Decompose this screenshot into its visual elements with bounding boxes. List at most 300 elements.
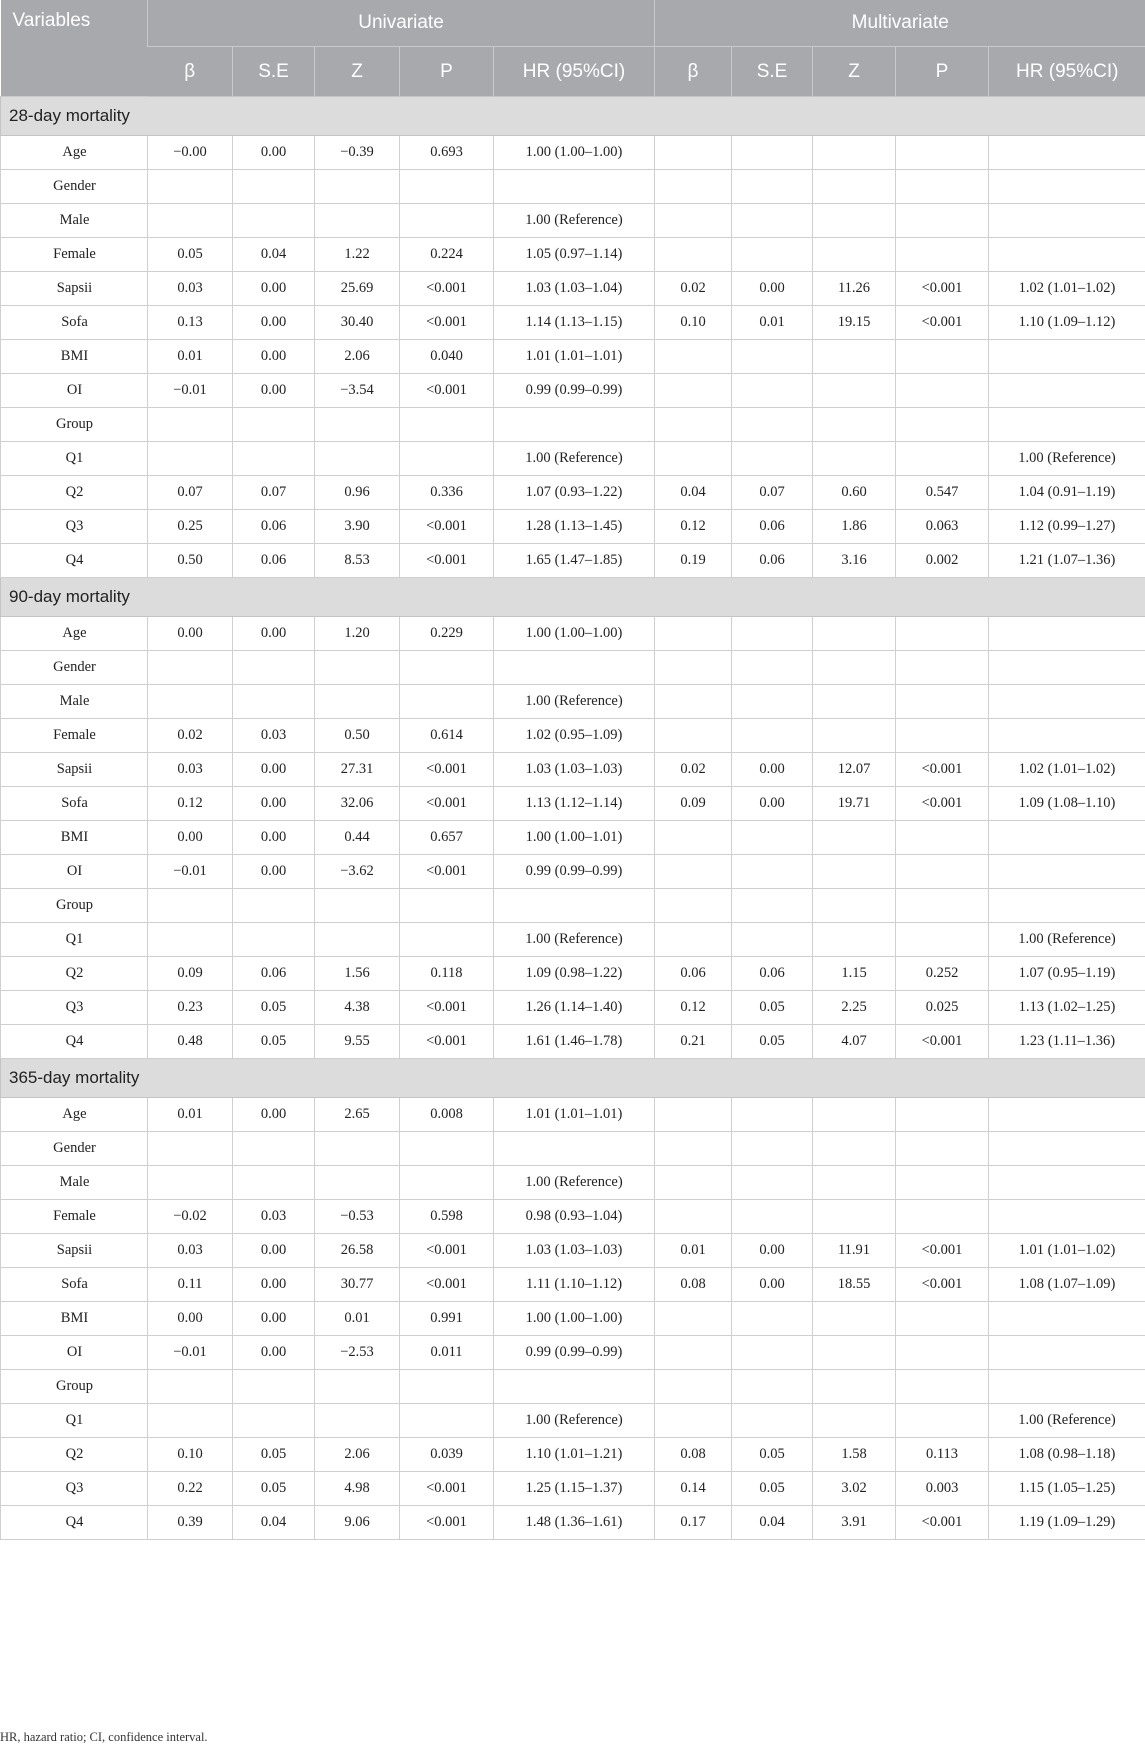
table-cell: 1.26 (1.14–1.40) <box>494 991 655 1025</box>
table-cell: −0.01 <box>148 374 233 408</box>
variable-label <box>1 1302 148 1336</box>
table-cell: −0.39 <box>315 136 400 170</box>
table-row <box>1 1438 1145 1472</box>
table-cell: <0.001 <box>896 1268 989 1302</box>
table-row <box>1 1200 1145 1234</box>
table-cell: 19.71 <box>813 787 896 821</box>
table-cell: 1.48 (1.36–1.61) <box>494 1506 655 1540</box>
table-cell <box>813 1098 896 1132</box>
table-cell: 0.229 <box>400 617 494 651</box>
variable-label-text: OI <box>1 1344 148 1361</box>
table-cell: 0.003 <box>896 1472 989 1506</box>
uni-z-header: Z <box>315 47 400 97</box>
uni-beta-header: β <box>148 47 233 97</box>
table-cell: −3.62 <box>315 855 400 889</box>
table-cell <box>732 685 813 719</box>
table-cell: 0.05 <box>732 1438 813 1472</box>
table-body <box>1 97 1145 1540</box>
table-cell: <0.001 <box>400 991 494 1025</box>
table-cell <box>813 374 896 408</box>
table-cell: 1.00 (1.00–1.00) <box>494 136 655 170</box>
table-cell: 0.00 <box>732 787 813 821</box>
table-cell <box>148 1404 233 1438</box>
table-cell <box>989 408 1145 442</box>
table-cell <box>148 685 233 719</box>
table-cell <box>732 340 813 374</box>
table-cell: 0.01 <box>148 340 233 374</box>
table-cell <box>732 1132 813 1166</box>
table-cell: 0.05 <box>732 1472 813 1506</box>
table-cell <box>732 1166 813 1200</box>
table-cell <box>494 170 655 204</box>
table-cell: 0.48 <box>148 1025 233 1059</box>
table-cell: 1.15 <box>813 957 896 991</box>
table-cell <box>732 1302 813 1336</box>
table-row <box>1 340 1145 374</box>
table-cell <box>989 1370 1145 1404</box>
table-cell <box>813 719 896 753</box>
table-cell: 0.05 <box>233 991 315 1025</box>
table-cell <box>233 408 315 442</box>
table-cell: 8.53 <box>315 544 400 578</box>
table-cell: 0.00 <box>732 1234 813 1268</box>
variable-label-text: Q3 <box>1 1480 148 1497</box>
table-row <box>1 753 1145 787</box>
table-cell: 30.40 <box>315 306 400 340</box>
variable-label-text: Sofa <box>1 795 148 812</box>
table-cell: 1.86 <box>813 510 896 544</box>
table-cell: <0.001 <box>400 787 494 821</box>
table-cell: 1.20 <box>315 617 400 651</box>
table-cell: 0.50 <box>148 544 233 578</box>
table-cell: 9.55 <box>315 1025 400 1059</box>
table-cell: 0.21 <box>655 1025 732 1059</box>
table-cell <box>655 923 732 957</box>
table-cell: 1.15 (1.05–1.25) <box>989 1472 1145 1506</box>
table-cell <box>233 1370 315 1404</box>
table-cell: 1.00 (Reference) <box>989 923 1145 957</box>
section-row <box>1 97 1145 136</box>
variable-label <box>1 787 148 821</box>
table-cell <box>813 1166 896 1200</box>
table-cell: 0.06 <box>732 544 813 578</box>
table-cell: 0.02 <box>655 753 732 787</box>
variable-label-text: Gender <box>1 659 148 676</box>
table-cell: 26.58 <box>315 1234 400 1268</box>
table-cell <box>732 1200 813 1234</box>
table-cell <box>655 1404 732 1438</box>
table-cell: 0.03 <box>148 753 233 787</box>
table-row <box>1 1025 1145 1059</box>
table-cell <box>732 719 813 753</box>
table-cell <box>148 923 233 957</box>
table-cell: 0.22 <box>148 1472 233 1506</box>
variable-label <box>1 1200 148 1234</box>
table-cell <box>233 204 315 238</box>
table-row <box>1 1472 1145 1506</box>
table-cell: 1.10 (1.09–1.12) <box>989 306 1145 340</box>
variable-label <box>1 136 148 170</box>
table-cell <box>989 374 1145 408</box>
variable-label-text: Q2 <box>1 965 148 982</box>
table-cell <box>148 651 233 685</box>
table-cell <box>989 1098 1145 1132</box>
table-cell <box>400 685 494 719</box>
table-cell <box>732 170 813 204</box>
variable-label <box>1 821 148 855</box>
table-cell: <0.001 <box>896 1506 989 1540</box>
table-cell: 0.00 <box>233 306 315 340</box>
table-cell: 1.58 <box>813 1438 896 1472</box>
table-cell: 12.07 <box>813 753 896 787</box>
variable-label-text: Sapsii <box>1 1242 148 1259</box>
table-cell: 0.06 <box>732 510 813 544</box>
table-cell: 2.25 <box>813 991 896 1025</box>
table-cell: 0.06 <box>233 544 315 578</box>
table-cell: 1.00 (Reference) <box>494 1404 655 1438</box>
table-cell: 0.00 <box>233 1234 315 1268</box>
variable-label-text: Q3 <box>1 518 148 535</box>
table-cell <box>732 136 813 170</box>
variable-label <box>1 651 148 685</box>
table-cell: 0.12 <box>655 510 732 544</box>
table-cell <box>989 1336 1145 1370</box>
table-cell: 2.06 <box>315 1438 400 1472</box>
variable-label <box>1 1098 148 1132</box>
table-cell <box>148 1132 233 1166</box>
variable-label <box>1 510 148 544</box>
table-cell: 1.05 (0.97–1.14) <box>494 238 655 272</box>
table-row <box>1 544 1145 578</box>
uni-p-header: P <box>400 47 494 97</box>
variable-label-text: Male <box>1 212 148 229</box>
variable-label <box>1 1404 148 1438</box>
table-cell <box>655 238 732 272</box>
variable-label-text: Sapsii <box>1 280 148 297</box>
table-cell: 18.55 <box>813 1268 896 1302</box>
table-cell <box>989 889 1145 923</box>
table-cell <box>813 685 896 719</box>
table-cell <box>655 136 732 170</box>
table-cell: 0.07 <box>148 476 233 510</box>
table-cell <box>494 1132 655 1166</box>
table-cell <box>315 408 400 442</box>
table-cell <box>400 651 494 685</box>
variable-label <box>1 306 148 340</box>
table-row <box>1 1336 1145 1370</box>
table-cell <box>233 1404 315 1438</box>
multi-se-header: S.E <box>732 47 813 97</box>
table-cell: 0.00 <box>233 753 315 787</box>
table-cell <box>732 1098 813 1132</box>
table-cell <box>989 1166 1145 1200</box>
table-cell <box>400 204 494 238</box>
variable-label <box>1 889 148 923</box>
table-cell: 0.05 <box>233 1472 315 1506</box>
table-cell: 0.03 <box>233 1200 315 1234</box>
table-cell <box>233 651 315 685</box>
table-row <box>1 1132 1145 1166</box>
variable-label-text: Q1 <box>1 450 148 467</box>
table-cell <box>732 617 813 651</box>
table-cell: −3.54 <box>315 374 400 408</box>
table-cell: 3.02 <box>813 1472 896 1506</box>
table-cell: 0.05 <box>732 991 813 1025</box>
section-row <box>1 1059 1145 1098</box>
table-cell <box>315 204 400 238</box>
table-cell: 1.13 (1.02–1.25) <box>989 991 1145 1025</box>
table-cell <box>315 923 400 957</box>
table-cell: 0.05 <box>233 1025 315 1059</box>
table-cell <box>732 821 813 855</box>
table-cell: 0.96 <box>315 476 400 510</box>
variable-label-text: Group <box>1 1378 148 1395</box>
table-cell <box>148 170 233 204</box>
variable-label <box>1 340 148 374</box>
table-row <box>1 1098 1145 1132</box>
table-cell: 1.00 (Reference) <box>989 1404 1145 1438</box>
table-cell: 0.25 <box>148 510 233 544</box>
table-cell <box>494 651 655 685</box>
table-cell <box>989 1200 1145 1234</box>
variable-label-text: BMI <box>1 829 148 846</box>
table-cell <box>989 617 1145 651</box>
table-cell: 0.063 <box>896 510 989 544</box>
table-cell: 1.14 (1.13–1.15) <box>494 306 655 340</box>
table-cell: <0.001 <box>400 1506 494 1540</box>
table-row <box>1 476 1145 510</box>
table-cell: −0.02 <box>148 1200 233 1234</box>
table-cell <box>655 889 732 923</box>
table-row <box>1 821 1145 855</box>
variable-label <box>1 204 148 238</box>
table-cell <box>896 1370 989 1404</box>
table-row <box>1 855 1145 889</box>
table-cell: 1.61 (1.46–1.78) <box>494 1025 655 1059</box>
variable-label <box>1 957 148 991</box>
variable-label <box>1 617 148 651</box>
table-cell <box>896 238 989 272</box>
table-cell <box>655 855 732 889</box>
table-cell: 0.99 (0.99–0.99) <box>494 374 655 408</box>
variable-label <box>1 544 148 578</box>
table-cell <box>813 408 896 442</box>
variable-label <box>1 1370 148 1404</box>
table-cell: <0.001 <box>400 510 494 544</box>
table-row <box>1 1302 1145 1336</box>
variable-label <box>1 170 148 204</box>
table-cell <box>989 685 1145 719</box>
variable-label-text: Q1 <box>1 931 148 948</box>
table-cell: 0.039 <box>400 1438 494 1472</box>
table-cell: 0.00 <box>148 617 233 651</box>
multi-p-header: P <box>896 47 989 97</box>
variable-label-text: BMI <box>1 1310 148 1327</box>
table-cell <box>315 442 400 476</box>
table-cell: −0.01 <box>148 1336 233 1370</box>
table-row <box>1 889 1145 923</box>
table-cell <box>813 821 896 855</box>
table-cell: −0.53 <box>315 1200 400 1234</box>
table-cell: 1.13 (1.12–1.14) <box>494 787 655 821</box>
variable-label <box>1 1234 148 1268</box>
table-cell: 0.002 <box>896 544 989 578</box>
variable-label-text: Gender <box>1 1140 148 1157</box>
table-cell <box>148 204 233 238</box>
table-cell <box>655 1166 732 1200</box>
table-cell <box>494 408 655 442</box>
table-cell: 0.00 <box>732 272 813 306</box>
variable-label-text: OI <box>1 382 148 399</box>
table-cell: 1.00 (Reference) <box>494 923 655 957</box>
table-row <box>1 442 1145 476</box>
table-cell: 0.04 <box>233 1506 315 1540</box>
table-cell: 0.09 <box>655 787 732 821</box>
table-cell: 1.09 (0.98–1.22) <box>494 957 655 991</box>
table-cell: 0.00 <box>732 1268 813 1302</box>
table-cell <box>655 1098 732 1132</box>
table-cell: 0.00 <box>233 617 315 651</box>
variable-label-text: Age <box>1 1106 148 1123</box>
multi-z-header: Z <box>813 47 896 97</box>
uni-hr-header: HR (95%CI) <box>494 47 655 97</box>
table-row <box>1 170 1145 204</box>
table-cell: 1.03 (1.03–1.03) <box>494 753 655 787</box>
variable-label <box>1 719 148 753</box>
table-cell: 0.08 <box>655 1438 732 1472</box>
table-cell <box>989 651 1145 685</box>
table-cell <box>655 442 732 476</box>
table-cell <box>989 170 1145 204</box>
table-cell: 1.22 <box>315 238 400 272</box>
table-cell: 19.15 <box>813 306 896 340</box>
table-cell <box>896 685 989 719</box>
table-cell: 0.06 <box>233 957 315 991</box>
variable-label-text: Male <box>1 693 148 710</box>
table-row <box>1 651 1145 685</box>
table-cell <box>400 170 494 204</box>
table-cell: 0.12 <box>148 787 233 821</box>
variable-label-text: Female <box>1 727 148 744</box>
variable-label <box>1 1336 148 1370</box>
table-cell: 1.01 (1.01–1.01) <box>494 340 655 374</box>
table-row <box>1 719 1145 753</box>
table-cell: <0.001 <box>400 306 494 340</box>
table-cell: 1.00 (Reference) <box>494 204 655 238</box>
table-cell: 1.25 (1.15–1.37) <box>494 1472 655 1506</box>
table-cell: 1.10 (1.01–1.21) <box>494 1438 655 1472</box>
table-cell: 1.28 (1.13–1.45) <box>494 510 655 544</box>
variable-label-text: Group <box>1 416 148 433</box>
table-cell: <0.001 <box>400 1472 494 1506</box>
table-cell <box>400 1166 494 1200</box>
table-cell: 0.01 <box>732 306 813 340</box>
table-footnote: HR, hazard ratio; CI, confidence interval. <box>0 1730 208 1745</box>
table-cell: 0.98 (0.93–1.04) <box>494 1200 655 1234</box>
table-cell <box>400 442 494 476</box>
table-cell: 1.21 (1.07–1.36) <box>989 544 1145 578</box>
table-cell <box>655 617 732 651</box>
table-cell <box>989 1132 1145 1166</box>
table-cell <box>315 889 400 923</box>
table-cell: 1.09 (1.08–1.10) <box>989 787 1145 821</box>
table-cell: <0.001 <box>400 1234 494 1268</box>
table-row <box>1 617 1145 651</box>
table-cell: 2.06 <box>315 340 400 374</box>
variable-label <box>1 923 148 957</box>
table-cell: 25.69 <box>315 272 400 306</box>
table-cell: 0.06 <box>732 957 813 991</box>
table-cell: 0.00 <box>148 1302 233 1336</box>
variable-label <box>1 1268 148 1302</box>
table-cell <box>896 1336 989 1370</box>
table-cell: 0.19 <box>655 544 732 578</box>
table-cell: 0.60 <box>813 476 896 510</box>
table-cell <box>989 136 1145 170</box>
table-cell <box>732 1404 813 1438</box>
table-cell <box>732 374 813 408</box>
table-cell: 0.01 <box>148 1098 233 1132</box>
table-cell: <0.001 <box>896 306 989 340</box>
table-cell <box>148 1166 233 1200</box>
table-cell: 0.06 <box>233 510 315 544</box>
table-cell <box>732 651 813 685</box>
table-cell: 1.12 (0.99–1.27) <box>989 510 1145 544</box>
table-cell: <0.001 <box>400 544 494 578</box>
table-cell: <0.001 <box>896 753 989 787</box>
table-cell: 0.02 <box>655 272 732 306</box>
table-cell <box>655 1370 732 1404</box>
table-cell <box>233 170 315 204</box>
table-row <box>1 1268 1145 1302</box>
table-cell: 1.03 (1.03–1.04) <box>494 272 655 306</box>
variable-label-text: Female <box>1 1208 148 1225</box>
table-cell <box>315 1132 400 1166</box>
variable-label-text: Sapsii <box>1 761 148 778</box>
table-cell <box>896 408 989 442</box>
table-cell: 9.06 <box>315 1506 400 1540</box>
table-cell: 0.07 <box>732 476 813 510</box>
table-row <box>1 923 1145 957</box>
table-cell <box>233 685 315 719</box>
variable-label-text: Q3 <box>1 999 148 1016</box>
table-cell: 0.00 <box>233 1098 315 1132</box>
table-cell: 0.025 <box>896 991 989 1025</box>
table-cell <box>732 1336 813 1370</box>
table-cell <box>896 923 989 957</box>
table-cell: 0.05 <box>233 1438 315 1472</box>
table-cell: <0.001 <box>896 272 989 306</box>
table-cell: 0.05 <box>732 1025 813 1059</box>
table-row <box>1 991 1145 1025</box>
table-cell <box>732 923 813 957</box>
table-cell: 4.07 <box>813 1025 896 1059</box>
section-title: 28-day mortality <box>1 97 1145 136</box>
table-row <box>1 408 1145 442</box>
table-cell: 0.118 <box>400 957 494 991</box>
table-cell <box>813 1404 896 1438</box>
table-cell <box>732 442 813 476</box>
variable-label <box>1 238 148 272</box>
table-cell: −0.01 <box>148 855 233 889</box>
table-cell: 0.00 <box>233 1336 315 1370</box>
table-row <box>1 957 1145 991</box>
table-cell: −2.53 <box>315 1336 400 1370</box>
table-cell: 0.00 <box>233 1302 315 1336</box>
table-cell: 0.99 (0.99–0.99) <box>494 1336 655 1370</box>
table-cell <box>148 1370 233 1404</box>
table-cell <box>896 889 989 923</box>
